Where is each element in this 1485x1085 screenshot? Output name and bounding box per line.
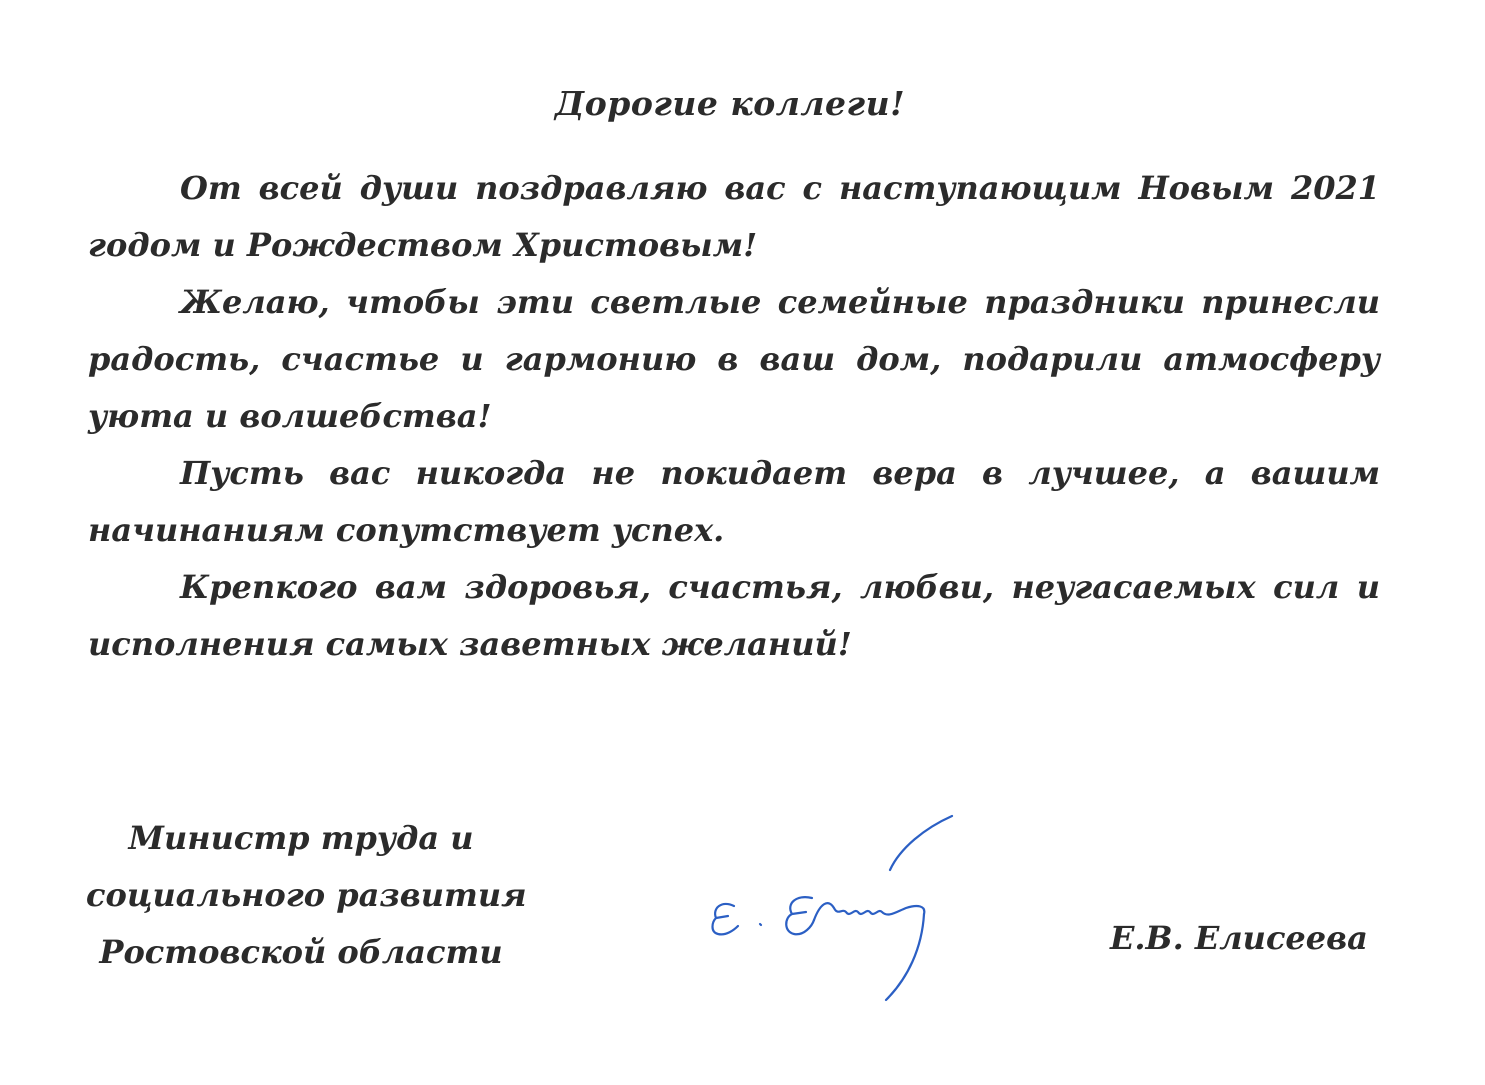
paragraph-faith: Пусть вас никогда не покидает вера в лучшее, а вашим начинаниям сопутствует успех. [88,454,1380,549]
signer-title [86,810,527,981]
signer-title-line: социального развития [86,876,527,914]
signer-title-line: Ростовской области [99,933,503,971]
letter-greeting: Дорогие коллеги! [554,84,906,123]
paragraph-wishes: Желаю, чтобы эти светлые семейные праздники принесли радость, счастье и гармонию в ваш дом, подарили атмосферу уюта и волшебства! [88,283,1380,435]
handwritten-signature [700,808,970,1008]
signer-name: Е.В. Елисеева [1110,919,1368,957]
letter-body [88,160,1380,673]
paragraph-health: Крепкого вам здоровья, счастья, любви, неугасаемых сил и исполнения самых заветных желаний! [88,568,1380,663]
signer-title-line: Министр труда и [128,819,474,857]
paragraph-congratulation: От всей души поздравляю вас с наступающим Новым 2021 годом и Рождеством Христовым! [88,169,1380,264]
